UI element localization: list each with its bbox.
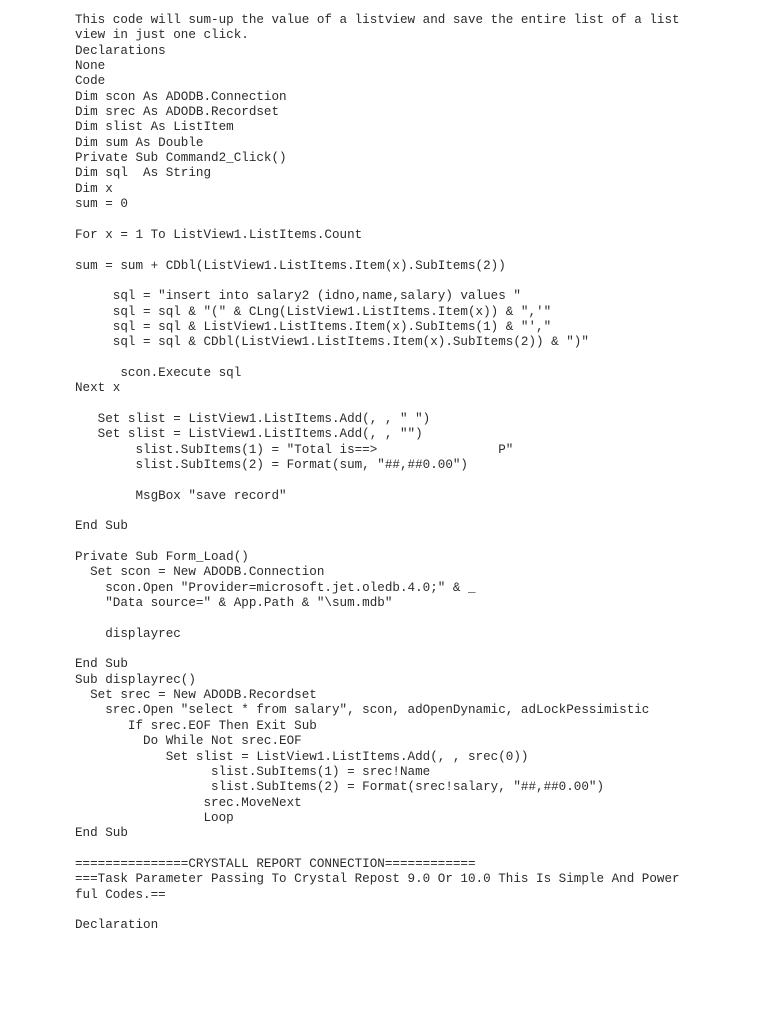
text-line: Dim srec As ADODB.Recordset [75, 105, 280, 120]
text-line: If srec.EOF Then Exit Sub [75, 718, 317, 733]
text-line: scon.Open "Provider=microsoft.jet.oledb.4.0;" & _ [75, 580, 476, 595]
text-line: slist.SubItems(2) = Format(srec!salary, "##,##0.00") [75, 780, 605, 795]
text-line: displayrec [75, 626, 181, 641]
text-line: Declarations [75, 43, 166, 58]
text-line: For x = 1 To ListView1.ListItems.Count [75, 227, 363, 242]
text-line: slist.SubItems(1) = srec!Name [75, 764, 431, 779]
text-line: ===Task Parameter Passing To Crystal Repost 9.0 Or 10.0 This Is Simple And Power [75, 872, 680, 887]
text-line: Dim sum As Double [75, 135, 204, 150]
text-line [75, 535, 755, 550]
text-line: sql = sql & CDbl(ListView1.ListItems.Item(x).SubItems(2)) & ")" [75, 335, 589, 350]
text-line [75, 642, 755, 657]
text-line: Dim x [75, 181, 113, 196]
text-line [75, 504, 755, 519]
document-page [75, 13, 755, 934]
text-line [75, 611, 755, 626]
text-line: End Sub [75, 657, 128, 672]
text-line: ===============CRYSTALL REPORT CONNECTION============ [75, 856, 476, 871]
text-line: Private Sub Form_Load() [75, 550, 249, 565]
text-line [75, 473, 755, 488]
text-line: sql = sql & "(" & CLng(ListView1.ListItems.Item(x)) & ",'" [75, 304, 552, 319]
text-line: Set slist = ListView1.ListItems.Add(, , " ") [75, 411, 431, 426]
text-line: MsgBox "save record" [75, 488, 287, 503]
text-line: Dim sql As String [75, 166, 212, 181]
text-line: view in just one click. [75, 28, 249, 43]
text-line: Set slist = ListView1.ListItems.Add(, , srec(0)) [75, 749, 529, 764]
text-line: Dim scon As ADODB.Connection [75, 89, 287, 104]
text-line [75, 842, 755, 857]
text-line: Dim slist As ListItem [75, 120, 234, 135]
text-line: slist.SubItems(2) = Format(sum, "##,##0.00") [75, 457, 468, 472]
text-line [75, 351, 755, 366]
text-line: Do While Not srec.EOF [75, 734, 302, 749]
text-line: Set scon = New ADODB.Connection [75, 565, 325, 580]
text-line: sql = sql & ListView1.ListItems.Item(x).SubItems(1) & "'," [75, 319, 552, 334]
text-line: Loop [75, 810, 234, 825]
text-line [75, 212, 755, 227]
text-line: slist.SubItems(1) = "Total is==> P" [75, 442, 514, 457]
text-line: sum = 0 [75, 197, 128, 212]
text-line: Code [75, 74, 106, 89]
text-line: Private Sub Command2_Click() [75, 151, 287, 166]
text-line: This code will sum-up the value of a listview and save the entire list of a list [75, 13, 680, 27]
text-line [75, 274, 755, 289]
text-line [75, 397, 755, 412]
text-line: scon.Execute sql [75, 365, 242, 380]
text-line: ful Codes.== [75, 887, 166, 902]
text-line: sql = "insert into salary2 (idno,name,salary) values " [75, 289, 521, 304]
text-line: End Sub [75, 519, 128, 534]
text-line: srec.MoveNext [75, 795, 302, 810]
text-line: Sub displayrec() [75, 672, 196, 687]
text-line: sum = sum + CDbl(ListView1.ListItems.Item(x).SubItems(2)) [75, 258, 506, 273]
text-line: Set slist = ListView1.ListItems.Add(, , "") [75, 427, 423, 442]
text-line [75, 903, 755, 918]
text-line: Next x [75, 381, 121, 396]
text-line: srec.Open "select * from salary", scon, adOpenDynamic, adLockPessimistic [75, 703, 650, 718]
text-line [75, 243, 755, 258]
text-line: Declaration [75, 918, 159, 933]
text-line: End Sub [75, 826, 128, 841]
text-line: Set srec = New ADODB.Recordset [75, 688, 317, 703]
text-line: None [75, 59, 106, 74]
text-line: "Data source=" & App.Path & "\sum.mdb" [75, 596, 393, 611]
